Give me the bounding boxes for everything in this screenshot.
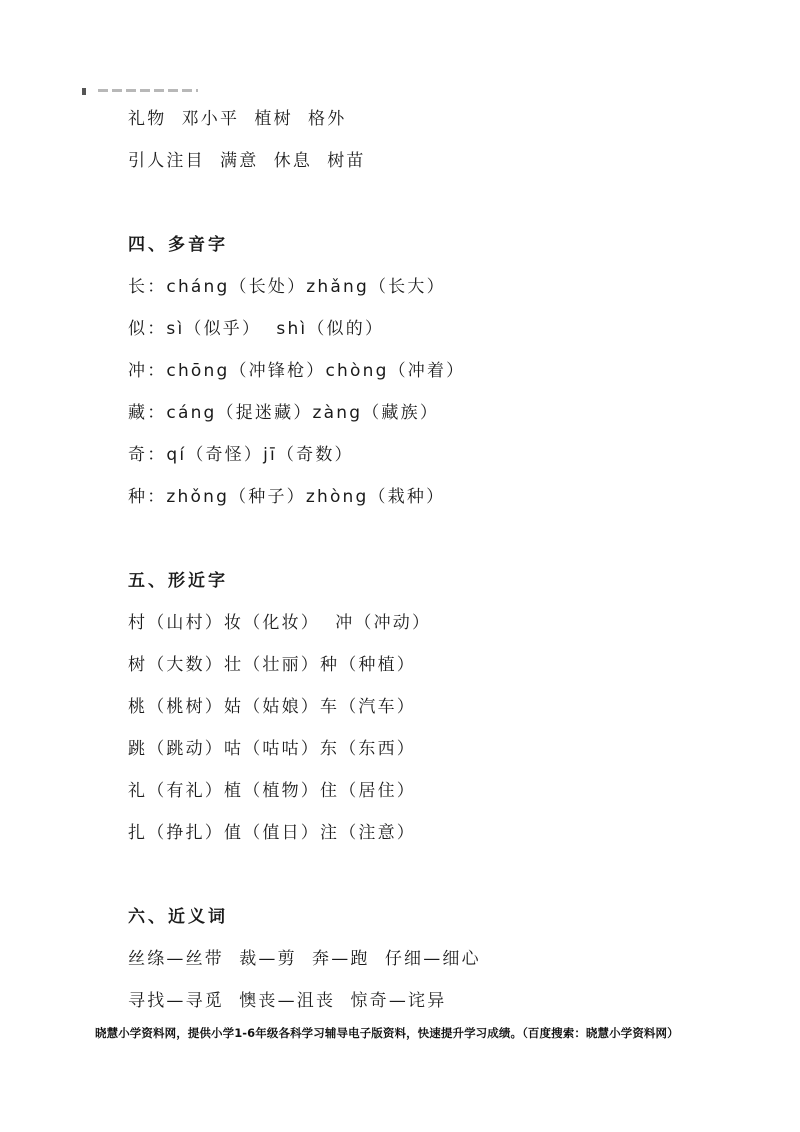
similar-shape-line-1: 村（山村）妆（化妆） 冲（冲动） bbox=[128, 613, 432, 633]
section-title-polyphonic: 四、多音字 bbox=[128, 235, 228, 255]
similar-shape-line-4: 跳（跳动）咕（咕咕）东（东西） bbox=[128, 739, 416, 759]
polyphonic-line-2: 似：sì（似乎） shì（似的） bbox=[128, 319, 385, 339]
vocab-line-1: 礼物 邓小平 植树 格外 bbox=[128, 109, 347, 129]
polyphonic-line-4: 藏：cáng（捉迷藏）zàng（藏族） bbox=[128, 403, 440, 423]
similar-shape-line-6: 扎（挣扎）值（值日）注（注意） bbox=[128, 823, 416, 843]
vocab-line-2: 引人注目 满意 休息 树苗 bbox=[128, 151, 366, 171]
scan-artifact-blur bbox=[98, 89, 198, 92]
polyphonic-line-3: 冲：chōng（冲锋枪）chòng（冲着） bbox=[128, 361, 466, 381]
section-title-similar-shape: 五、形近字 bbox=[128, 571, 228, 591]
synonyms-line-2: 寻找—寻觅 懊丧—沮丧 惊奇—诧异 bbox=[128, 991, 447, 1011]
similar-shape-line-5: 礼（有礼）植（植物）住（居住） bbox=[128, 781, 416, 801]
footer-note: 晓慧小学资料网，提供小学1-6年级各科学习辅导电子版资料，快速提升学习成绩。（百度搜索：晓慧小学资料网） bbox=[95, 1026, 679, 1040]
synonyms-line-1: 丝绦—丝带 裁—剪 奔—跑 仔细—细心 bbox=[128, 949, 481, 969]
scan-artifact-mark bbox=[82, 88, 86, 95]
polyphonic-line-6: 种：zhǒng（种子）zhòng（栽种） bbox=[128, 487, 446, 507]
section-title-synonyms: 六、近义词 bbox=[128, 907, 228, 927]
polyphonic-line-5: 奇：qí（奇怪）jī（奇数） bbox=[128, 445, 354, 465]
similar-shape-line-3: 桃（桃树）姑（姑娘）车（汽车） bbox=[128, 697, 416, 717]
polyphonic-line-1: 长：cháng（长处）zhǎng（长大） bbox=[128, 277, 446, 297]
similar-shape-line-2: 树（大数）壮（壮丽）种（种植） bbox=[128, 655, 416, 675]
